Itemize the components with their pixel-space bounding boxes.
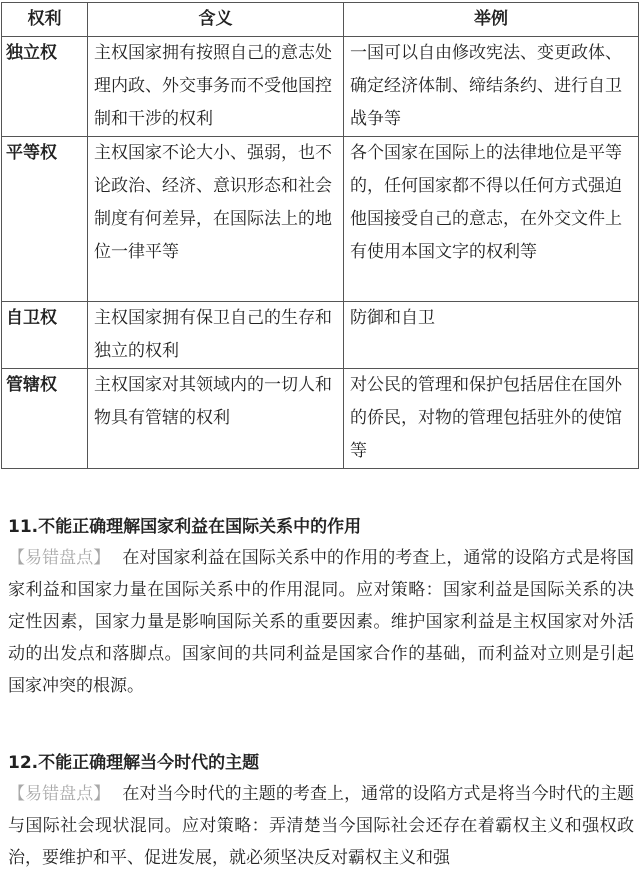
header-right: 权利 [2, 3, 88, 37]
section-text: 在对当今时代的主题的考查上，通常的设陷方式是将当今时代的主题与国际社会现状混同。应对策略：弄清楚当今国际社会还存在着霸权主义和强权政治，要维护和平、促进发展，就必须坚决反对霸权主义和强 [8, 784, 634, 868]
header-example: 举例 [344, 3, 639, 37]
section-text: 在对国家利益在国际关系中的作用的考查上，通常的设陷方式是将国家利益和国家力量在国际关系中的作用混同。应对策略：国家利益是国际关系的决定性因素，国家力量是影响国际关系的重要因素。维护国家利益是主权国家对外活动的出发点和落脚点。国家间的共同利益是国家合作的基础，而利益对立则是引起国家冲突的根源。 [8, 548, 634, 696]
table-row [2, 37, 639, 137]
table-row [2, 302, 639, 369]
right-example: 各个国家在国际上的法律地位是平等的，任何国家都不得以任何方式强迫他国接受自己的意志，在外交文件上有使用本国文字的权利等 [344, 137, 639, 302]
section-body [8, 542, 634, 702]
table-row [2, 137, 639, 302]
section-body [8, 778, 634, 874]
section-title: 12.不能正确理解当今时代的主题 [8, 753, 260, 773]
section-12 [8, 748, 634, 874]
right-meaning: 主权国家拥有保卫自己的生存和独立的权利 [88, 302, 344, 369]
right-example: 防御和自卫 [344, 302, 639, 369]
right-meaning: 主权国家拥有按照自己的意志处理内政、外交事务而不受他国控制和干涉的权利 [88, 37, 344, 137]
table-header-row [2, 3, 639, 37]
right-example: 一国可以自由修改宪法、变更政体、确定经济体制、缔结条约、进行自卫战争等 [344, 37, 639, 137]
right-name: 管辖权 [2, 369, 88, 469]
section-11 [8, 512, 634, 702]
right-name: 平等权 [2, 137, 88, 302]
right-name: 自卫权 [2, 302, 88, 369]
rights-table [1, 2, 639, 469]
right-name: 独立权 [2, 37, 88, 137]
table-row [2, 369, 639, 469]
right-meaning: 主权国家不论大小、强弱，也不论政治、经济、意识形态和社会制度有何差异，在国际法上的地位一律平等 [88, 137, 344, 302]
section-title: 11.不能正确理解国家利益在国际关系中的作用 [8, 517, 362, 537]
error-tag: 【易错盘点】 [8, 548, 111, 568]
right-meaning: 主权国家对其领域内的一切人和物具有管辖的权利 [88, 369, 344, 469]
right-example: 对公民的管理和保护包括居住在国外的侨民，对物的管理包括驻外的使馆等 [344, 369, 639, 469]
header-meaning: 含义 [88, 3, 344, 37]
error-tag: 【易错盘点】 [8, 784, 111, 804]
